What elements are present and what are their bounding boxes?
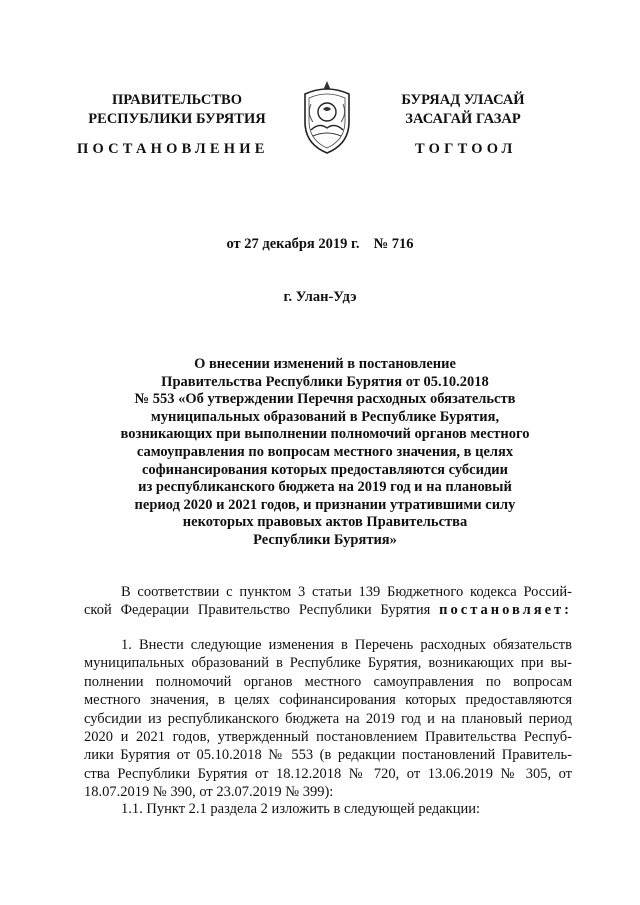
preamble-paragraph: [84, 583, 572, 620]
date-number-line: [0, 236, 640, 253]
document-number: № 716: [373, 236, 414, 252]
government-name-line: РЕСПУБЛИКИ БУРЯТИЯ: [88, 111, 266, 127]
document-type-russian: ПОСТАНОВЛЕНИЕ: [77, 141, 269, 157]
resolves-keyword: постановляет:: [439, 602, 572, 619]
title-line: муниципальных образований в Республике Бурятия,: [150, 408, 500, 425]
city-name: г. Улан-Удэ: [283, 289, 357, 305]
body-line: [84, 601, 572, 619]
title-line: Республики Бурятия»: [253, 531, 397, 548]
government-name-line: ЗАСАГАЙ ГАЗАР: [405, 111, 521, 127]
title-line: самоуправления по вопросам местного значения, в целях: [136, 443, 514, 460]
body-line: 18.07.2019 № 390, от 23.07.2019 № 399):: [84, 784, 334, 801]
body-line: ства Республики Бурятия от 18.12.2018 № 720, от 13.06.2019 № 305, от: [84, 765, 572, 782]
body-line: местного значения, в целях софинансирования которых предоставляются: [84, 692, 572, 709]
body-line: 1.1. Пункт 2.1 раздела 2 изложить в следующей редакции:: [121, 801, 481, 817]
title-line: О внесении изменений в постановление: [194, 356, 456, 372]
body-line: лики Бурятия от 05.10.2018 № 553 (в редакции постановлений Правитель-: [84, 747, 572, 764]
government-name-russian: [84, 91, 270, 129]
coat-of-arms-emblem: [297, 78, 357, 156]
document-type-buryat: ТОГТООЛ: [415, 141, 517, 157]
government-name-buryat: [378, 91, 548, 129]
body-line: полнении полномочий органов местного самоуправления по вопросам: [84, 673, 572, 690]
body-line: В соответствии с пунктом 3 статьи 139 Бюджетного кодекса Россий-: [121, 584, 572, 600]
body-line: 1. Внести следующие изменения в Перечень расходных обязательств: [121, 637, 572, 653]
title-line: возникающих при выполнении полномочий органов местного: [120, 426, 530, 443]
government-name-line: БУРЯАД УЛАСАЙ: [401, 92, 525, 108]
title-line: период 2020 и 2021 годов, и признании утратившими силу: [134, 496, 516, 513]
document-date: от 27 декабря 2019 г.: [226, 236, 360, 252]
body-line: субсидии из республиканского бюджета на 2019 год и на плановый период: [84, 710, 572, 727]
paragraph-1: [84, 636, 572, 802]
preamble-text: ской Федерации Правительство Республики Бурятия: [84, 602, 431, 619]
title-line: Правительства Республики Бурятия от 05.10.2018: [161, 373, 489, 390]
title-line: № 553 «Об утверждении Перечня расходных обязательств: [134, 391, 516, 408]
body-line: 2020 и 2021 годов, утвержденный постановлением Правительства Респуб-: [84, 729, 572, 746]
body-line: муниципальных образований в Республике Бурятия, возникающих при вы-: [84, 655, 572, 672]
title-line: некоторых правовых актов Правительства: [182, 514, 468, 531]
government-name-line: ПРАВИТЕЛЬСТВО: [112, 92, 242, 108]
document-title: [100, 356, 550, 550]
paragraph-1-1: [84, 800, 572, 818]
title-line: из республиканского бюджета на 2019 год и на плановый: [138, 479, 512, 496]
title-line: софинансирования которых предоставляются субсидии: [141, 461, 509, 478]
